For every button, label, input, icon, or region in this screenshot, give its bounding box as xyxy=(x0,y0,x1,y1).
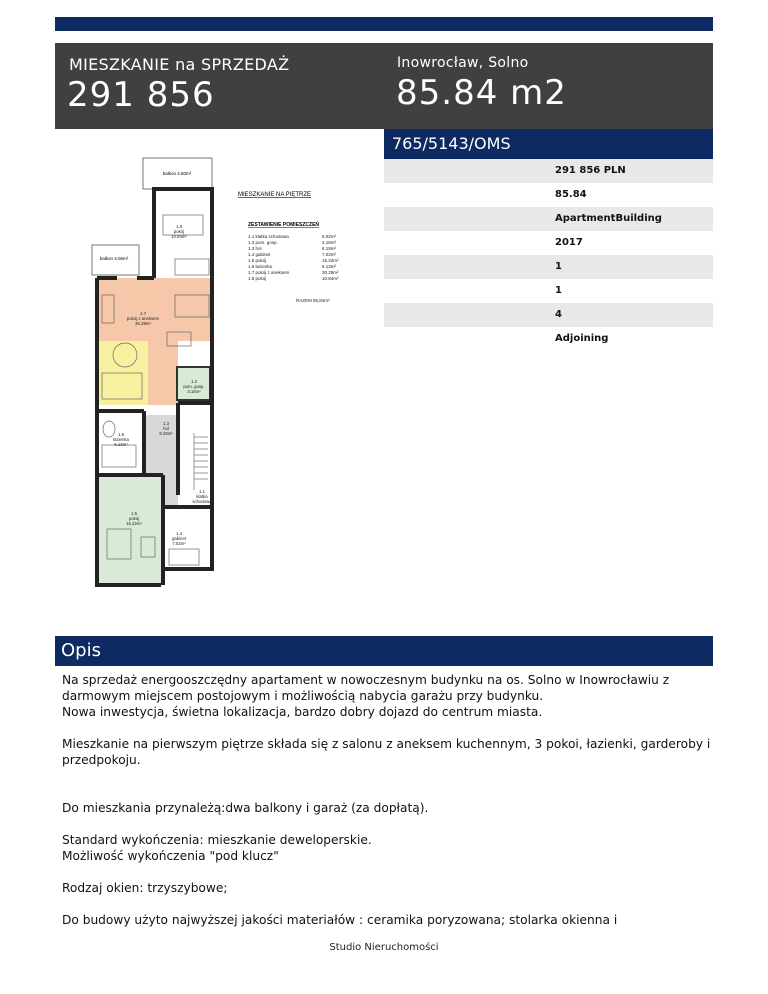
room-label: 1.3 xyxy=(163,421,169,426)
property-row: 4 xyxy=(384,303,713,327)
room-list-total: RAZEM 85,84m² xyxy=(296,298,330,303)
room-label: schodowa xyxy=(192,499,212,504)
description-paragraph: Standard wykończenia: mieszkanie deweloperskie. Możliwość wykończenia "pod klucz" xyxy=(62,833,372,863)
property-row: Adjoining xyxy=(384,327,713,351)
room-label: 15.22m² xyxy=(126,521,142,526)
room-label: klatka xyxy=(196,494,208,499)
room-list-name: 1.1 klatka schodowa xyxy=(248,234,289,239)
description-paragraph: Mieszkanie na pierwszym piętrze składa się z salonu z aneksem kuchennym, 3 pokoi, łazienki, garderoby i przedpokoju. xyxy=(62,737,711,767)
room-list-area: 30.29m² xyxy=(322,270,339,275)
room-label: 1.6 xyxy=(118,432,124,437)
room-label: 6.13m² xyxy=(114,442,128,447)
listing-header xyxy=(55,43,713,129)
room-label: 1.2 xyxy=(191,379,197,384)
description-paragraph: Rodzaj okien: trzyszybowe; xyxy=(62,881,228,895)
room-label: hol xyxy=(163,426,169,431)
room-list-area: 6.13m² xyxy=(322,264,337,269)
room-label: 10.84m² xyxy=(171,234,187,239)
room-label: 8.19m² xyxy=(159,431,173,436)
room-label: pokój z aneksem xyxy=(126,316,160,321)
room-list-area: 10.84m² xyxy=(322,276,339,281)
room-label: 5.02m² xyxy=(195,504,209,509)
room-list-name: 1.4 gabinet xyxy=(248,252,271,257)
room-list-name: 1.6 łazienka xyxy=(248,264,273,269)
listing-label: MIESZKANIE na SPRZEDAŻ xyxy=(69,55,290,74)
description-body xyxy=(62,672,712,928)
room-label: gabinet xyxy=(171,536,187,541)
description-heading: Opis xyxy=(55,636,713,666)
room-label: 7.02m² xyxy=(172,541,186,546)
room-label: 1.4 xyxy=(176,531,182,536)
property-row: 291 856 PLN xyxy=(384,159,713,183)
balcony-left-label: balkon 3.06m² xyxy=(99,256,129,261)
floor-plan-image xyxy=(57,145,379,600)
room-list-area: 7.02m² xyxy=(322,252,337,257)
room-list-area: 3.16m² xyxy=(322,240,337,245)
area-value: 85.84 m2 xyxy=(396,73,567,113)
room-label: łazienka xyxy=(113,437,129,442)
property-row: ApartmentBuilding xyxy=(384,207,713,231)
property-row: 1 xyxy=(384,255,713,279)
room-list-name: 1.7 pokój z aneksem xyxy=(248,270,290,275)
room-label: 1.7 xyxy=(140,311,146,316)
room-list-name: 1.5 pokój xyxy=(248,258,267,263)
description-paragraph: Na sprzedaż energooszczędny apartament w nowoczesnym budynku na os. Solno w Inowrocławiu z darmowym miejscem postojowym i możliwością nabycia garażu przy budynku. Nowa inwestycja, świetna lokalizacja, bardzo dobry dojazd do centrum miasta. xyxy=(62,673,670,719)
room-list-area: 15.22m² xyxy=(322,258,339,263)
room-list-name: 1.8 pokój xyxy=(248,276,267,281)
room-list-name: 1.2 pom. gosp. xyxy=(248,240,278,245)
room-label: pom. gosp. xyxy=(183,384,205,389)
room-1-7-lower xyxy=(148,341,178,405)
property-row: 85.84 xyxy=(384,183,713,207)
room-label: 30.29m² xyxy=(135,321,151,326)
room-list xyxy=(248,234,339,303)
room-1-4 xyxy=(163,507,210,569)
room-label: 1.1 xyxy=(199,489,205,494)
room-list-name: 1.3 hol xyxy=(248,246,262,251)
description-paragraph: Do budowy użyto najwyższej jakości materiałów : ceramika poryzowana; stolarka okienna i xyxy=(62,913,618,927)
footer-agency-name: Studio Nieruchomości xyxy=(329,942,439,953)
price-value: 291 856 xyxy=(67,75,215,115)
room-label: 1.5 xyxy=(131,511,137,516)
property-table xyxy=(384,159,713,351)
top-accent-bar xyxy=(55,17,713,31)
balcony-top-label: balkon 4.50m² xyxy=(162,171,192,176)
room-label: 1.8 xyxy=(176,224,182,229)
property-row: 2017 xyxy=(384,231,713,255)
room-list-area: 5.02m² xyxy=(322,234,337,239)
room-label: pokój xyxy=(128,516,140,521)
reference-number: 765/5143/OMS xyxy=(384,129,713,159)
room-list-title: ZESTAWIENIE POMIESZCZEŃ xyxy=(248,222,320,228)
floor-plan-title: MIESZKANIE NA PIĘTRZE xyxy=(238,192,312,198)
room-list-area: 8.19m² xyxy=(322,246,337,251)
room-label: pokój xyxy=(173,229,185,234)
room-label: 3.16m² xyxy=(187,389,201,394)
description-paragraph: Do mieszkania przynależą:dwa balkony i garaż (za dopłatą). xyxy=(62,801,429,815)
location-label: Inowrocław, Solno xyxy=(397,55,529,71)
property-row: 1 xyxy=(384,279,713,303)
